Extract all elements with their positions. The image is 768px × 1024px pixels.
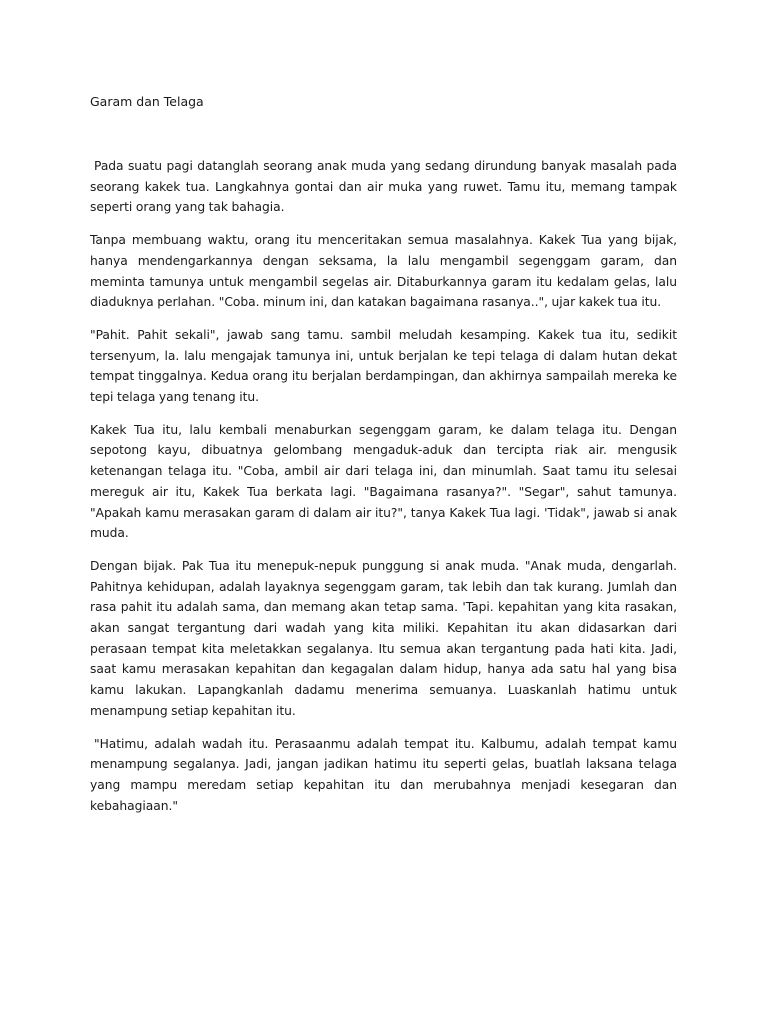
paragraph-3: "Pahit. Pahit sekali", jawab sang tamu. sambil meludah kesamping. Kakek tua itu, sedikit tersenyum, la. lalu mengajak tamunya ini, untuk berjalan ke tepi telaga di dalam hutan dekat tempat tinggalnya. Kedua orang itu berjalan berdampingan, dan akhirnya sampailah mereka ke tepi telaga yang tenang itu. — [90, 327, 677, 405]
paragraph-1: Pada suatu pagi datanglah seorang anak muda yang sedang dirundung banyak masalah pada seorang kakek tua. Langkahnya gontai dan air muka yang ruwet. Tamu itu, memang tampak seperti orang yang tak bahagia. — [90, 159, 677, 215]
document-body — [90, 156, 677, 828]
document-title: Garam dan Telaga — [90, 94, 204, 109]
paragraph-5: Dengan bijak. Pak Tua itu menepuk-nepuk punggung si anak muda. "Anak muda, dengarlah. Pahitnya kehidupan, adalah layaknya segenggam garam, tak lebih dan tak kurang. Jumlah dan rasa pahit itu adalah sama, dan memang akan tetap sama. 'Tapi. kepahitan yang kita rasakan, akan sangat tergantung dari wadah yang kita miliki. Kepahitan itu akan didasarkan dari perasaan tempat kita meletakkan segalanya. Itu semua akan tergantung pada hati kita. Jadi, saat kamu merasakan kepahitan dan kegagalan dalam hidup, hanya ada satu hal yang bisa kamu lakukan. Lapangkanlah dadamu menerima semuanya. Luaskanlah hatimu untuk menampung setiap kepahitan itu. — [90, 558, 677, 718]
paragraph-2: Tanpa membuang waktu, orang itu menceritakan semua masalahnya. Kakek Tua yang bijak, hanya mendengarkannya dengan seksama, la lalu mengambil segenggam garam, dan meminta tamunya untuk mengambil segelas air. Ditaburkannya garam itu kedalam gelas, lalu diaduknya perlahan. "Coba. minum ini, dan katakan bagaimana rasanya..", ujar kakek tua itu. — [90, 233, 677, 310]
paragraph-4: Kakek Tua itu, lalu kembali menaburkan segenggam garam, ke dalam telaga itu. Dengan sepotong kayu, dibuatnya gelombang mengaduk-aduk dan tercipta riak air. mengusik ketenangan telaga itu. "Coba, ambil air dari telaga ini, dan minumlah. Saat tamu itu selesai mereguk air itu, Kakek Tua berkata lagi. "Bagaimana rasanya?". "Segar", sahut tamunya. "Apakah kamu merasakan garam di dalam air itu?", tanya Kakek Tua lagi. 'Tidak", jawab si anak muda. — [90, 422, 677, 541]
paragraph-6: "Hatimu, adalah wadah itu. Perasaanmu adalah tempat itu. Kalbumu, adalah tempat kamu menampung segalanya. Jadi, jangan jadikan hatimu itu seperti gelas, buatlah laksana telaga yang mampu meredam setiap kepahitan itu dan merubahnya menjadi kesegaran dan kebahagiaan." — [90, 736, 677, 813]
